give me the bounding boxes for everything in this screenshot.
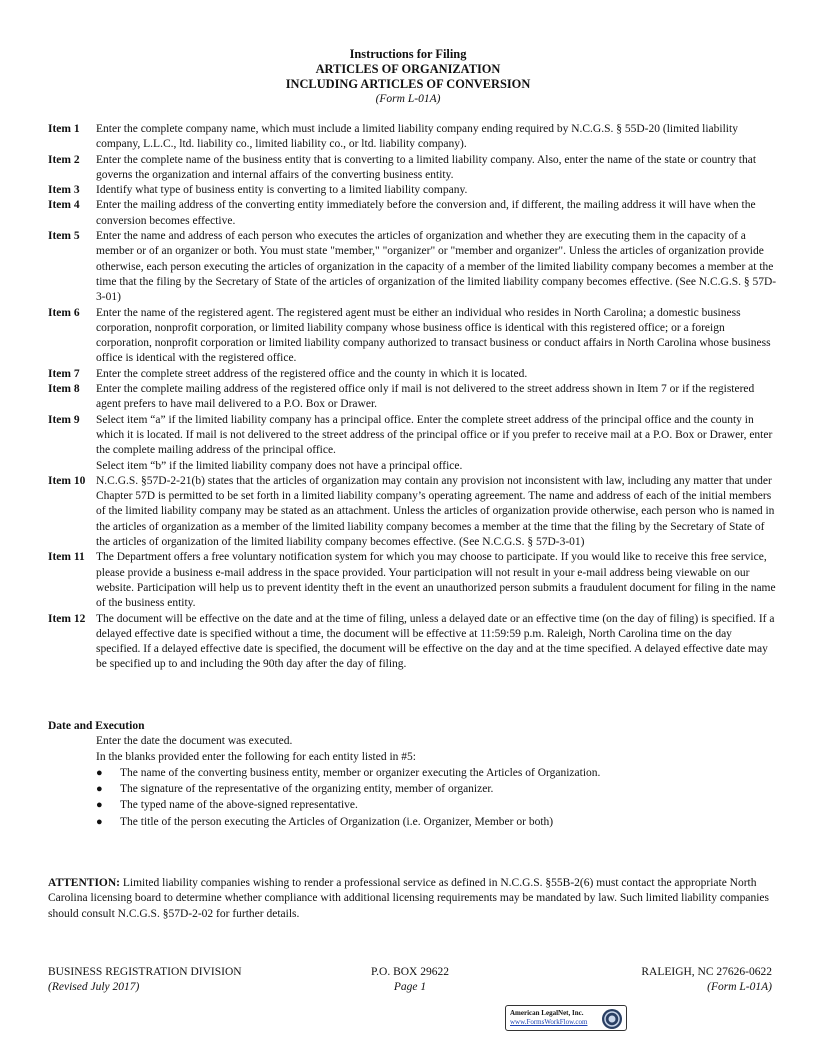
item-text: Enter the complete street address of the registered office and the county in which it is located. [96,367,528,380]
list-item-text: The title of the person executing the Articles of Organization (i.e. Organizer, Member or both) [120,815,554,828]
document-title: ARTICLES OF ORGANIZATION [315,62,501,77]
item-label: Item 8 [48,383,80,396]
list-item [48,797,778,813]
item-text: Enter the complete name of the business entity that is converting to a limited liability company. Also, enter the name of the state or country that governs the organization and internal affairs of the converting business entity. [96,153,757,181]
item-label: Item 11 [48,551,85,564]
item-2 [48,153,778,184]
item-text: The Department offers a free voluntary notification system for which you may choose to participate. If you would like to receive this free service, please provide a business e-mail address in the space provided. Your participation will not result in your e-mail address being viewable on our website. Participation will help us to prevent identity theft in the event an unauthorized person submits a fraudulent document for filing in the name of the business entity. [96,551,776,610]
item-label: Item 10 [48,474,86,487]
footer-city: RALEIGH, NC 27626-0622 [641,966,772,978]
item-text-extra: Select item “b” if the limited liability company does not have a principal office. [96,459,463,472]
item-label: Item 12 [48,612,86,625]
item-text: N.C.G.S. §57D-2-21(b) states that the articles of organization may contain any provision not inconsistent with law, including any matter that under Chapter 57D is permitted to be set forth in a limited liability company’s operating agreement. The name and address of each of the initial members of the limited liability company may be stated as an attachment. Unless the articles of organization provide otherwise, each person who is named in the articles of organization as a member of the limited liability company becomes a member at the time that the filing by the Secretary of State of the articles of organization of the limited liability company becomes effective. (See N.C.G.S. § 57D-3-01) [96,474,775,549]
item-label: Item 2 [48,153,80,166]
document-subtitle: INCLUDING ARTICLES OF CONVERSION [285,77,531,92]
item-text: Enter the complete company name, which must include a limited liability company ending required by N.C.G.S. § 55D-20 (limited liability company, L.L.C., ltd. liability co., limited liability co., or ltd. liability company). [96,123,738,151]
bullet-icon: ● [96,766,103,779]
bullet-icon: ● [96,799,103,812]
item-label: Item 7 [48,367,80,380]
item-text: The document will be effective on the date and at the time of filing, unless a delayed date or an effective time (on the day of filing) is specified. If a delayed effective date is specified without a time, the document will be effective at 11:59:59 p.m. Raleigh, North Carolina time on the day specified. If a delayed effective date is specified, the document will be effective on the day and at the time specified. A delayed effective date may be specified up to and including the 90th day after the day of filing. [96,612,775,671]
item-label: Item 5 [48,230,80,243]
publisher-name: American LegalNet, Inc. [510,1009,584,1017]
list-item [48,781,778,797]
item-text-group [96,413,778,474]
item-5 [48,229,778,305]
list-item-text: The typed name of the above-signed representative. [120,799,358,812]
publisher-badge[interactable] [505,1005,627,1031]
publisher-link[interactable]: www.FormsWorkFlow.com [510,1018,588,1026]
footer-division: BUSINESS REGISTRATION DIVISION [48,966,242,978]
item-10 [48,474,778,550]
item-text: Select item “a” if the limited liability company has a principal office. Enter the complete street address of the principal office and the county in which it is located. If mail is not delivered to the street address of the principal office or if you prefer to receive mail at a P.O. Box or Drawer, enter the complete mailing address of the principal office. [96,413,773,457]
header-line-1: Instructions for Filing [349,47,467,61]
attention-text: Limited liability companies wishing to render a professional service as defined in N.C.G.S. §55B-2(6) must contact the appropriate North Carolina licensing board to determine whether compliance with additional licensing requirements may be mandated by law. Such limited liability companies should consult N.C.G.S. §57D-2-02 for further details. [48,877,769,920]
item-4 [48,198,778,229]
attention-label: ATTENTION: [48,877,120,889]
item-7 [48,367,778,382]
page-footer [48,965,772,995]
instruction-items [48,122,778,673]
item-9 [48,413,778,474]
item-6 [48,306,778,367]
bullet-list [48,765,778,830]
item-label: Item 1 [48,123,80,135]
document-header [0,47,816,106]
list-item-text: The signature of the representative of the organizing entity, member of organizer. [120,783,494,796]
date-and-execution-section [48,719,778,830]
item-text: Enter the name and address of each person who executes the articles of organization and whether they are executing them in the capacity of a member or of an organizer or both. You must state "member," "organizer" or "member and organizer". Unless the articles of organization provide otherwise, each person executing the articles of organization in the capacity of a member of the limited liability company becomes a member at the time that the filing by the Secretary of State of the articles of organization of the limited liability company becomes effective. (See N.C.G.S. § 57D-3-01) [96,230,777,304]
instruction-line: Enter the date the document was executed. [96,735,293,748]
footer-form-ref: (Form L-01A) [707,981,772,993]
item-12 [48,612,778,673]
item-label: Item 6 [48,306,80,319]
globe-logo-icon [601,1008,623,1030]
section-title: Date and Execution [48,720,145,732]
bullet-icon: ● [96,815,103,828]
item-3 [48,183,778,198]
item-11 [48,550,778,611]
item-1 [48,122,778,153]
item-text: Enter the mailing address of the converting entity immediately before the conversion and, if different, the mailing address it will have when the conversion becomes effective. [96,199,756,227]
item-text: Identify what type of business entity is converting to a limited liability company. [96,184,468,197]
item-text: Enter the name of the registered agent. The registered agent must be either an individual who resides in North Carolina; a domestic business corporation, nonprofit corporation, or limited liability company whose business office is identical with this registered office; or a foreign corporation, nonprofit corporation or limited liability company authorized to transact business or conduct affairs in North Carolina whose business office is identical with the registered office. [96,306,771,365]
bullet-icon: ● [96,783,103,796]
footer-page-number: Page 1 [393,981,427,993]
item-8 [48,382,778,413]
item-label: Item 3 [48,184,80,197]
instruction-line: In the blanks provided enter the following for each entity listed in #5: [96,750,417,763]
list-item-text: The name of the converting business entity, member or organizer executing the Articles of Organization. [120,766,601,779]
list-item [48,765,778,781]
list-item [48,814,778,830]
item-label: Item 9 [48,413,80,426]
footer-revised: (Revised July 2017) [48,981,140,993]
item-text: Enter the complete mailing address of the registered office only if mail is not delivered to the street address shown in Item 7 or if the registered agent prefers to have mail delivered to a P.O. Box or Drawer. [96,383,755,411]
form-reference: (Form L-01A) [375,92,441,105]
footer-po-box: P.O. BOX 29622 [371,966,449,978]
attention-notice [48,876,778,922]
item-label: Item 4 [48,199,80,212]
